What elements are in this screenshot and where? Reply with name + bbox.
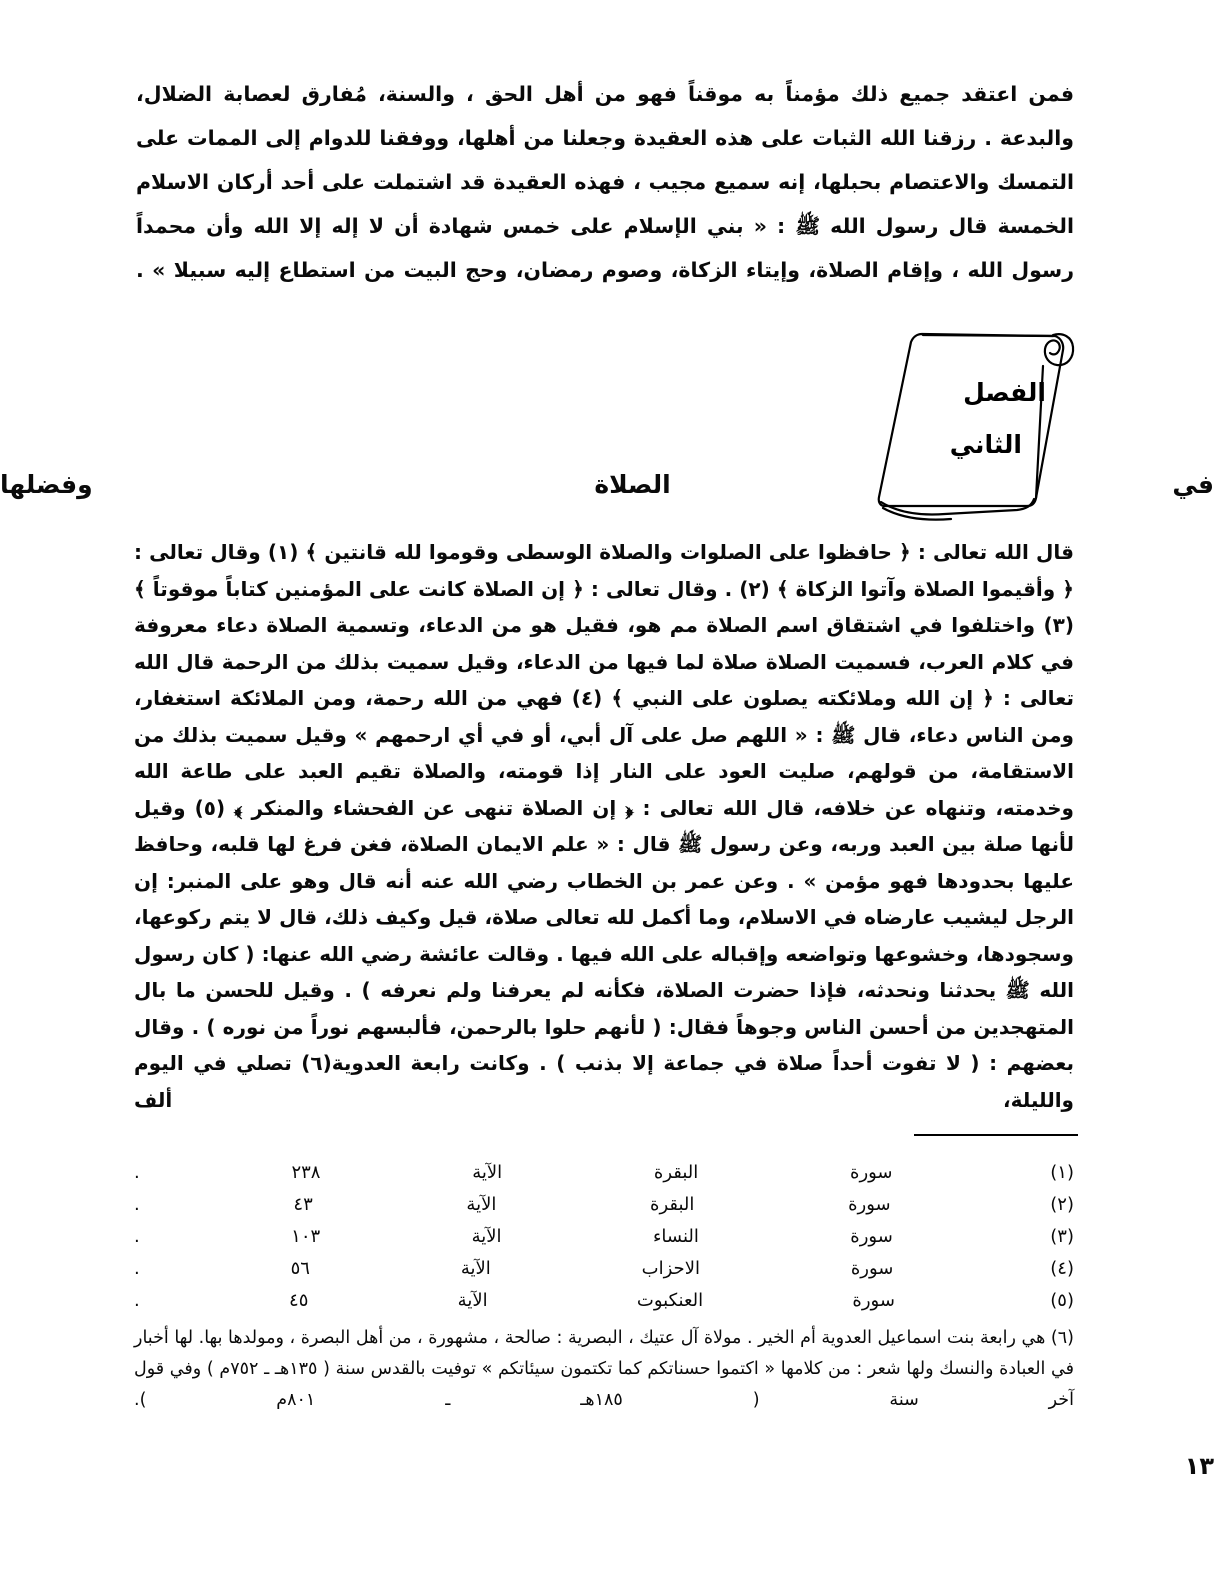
body-text-block [134,534,1074,1118]
footnote-divider [914,1134,1078,1136]
footnote-text: سورة البقرة الآية ٤٣ . [134,1194,891,1215]
intro-paragraph-block [136,72,1074,292]
chapter-word-label: الفصل [963,378,1046,407]
footnote-item [134,1285,1074,1317]
footnote-marker: (٣) [1050,1226,1074,1247]
footnote-marker: (٤) [1050,1258,1074,1279]
footnote-marker: (٥) [1050,1290,1074,1311]
footnote-item [134,1253,1074,1285]
footnote-item [134,1189,1074,1221]
intro-paragraph: فمن اعتقد جميع ذلك مؤمناً به موقناً فهو من أهل الحق ، والسنة، مُفارق لعصابة الضلال، والبدعة . رزقنا الله الثبات على هذه العقيدة وجعلنا من أهلها، ووفقنا للدوام إلى الممات على التمسك والاعتصام بحبلها، إنه سميع مجيب ، فهذه العقيدة قد اشتملت على أحد أركان الاسلام الخمسة قال رسول الله ﷺ : « بني الإسلام على خمس شهادة أن لا إله إلا الله وأن محمداً رسول الله ، وإقام الصلاة، وإيتاء الزكاة، وصوم رمضان، وحج البيت من استطاع إليه سبيلا » . [136,82,1074,282]
footnote-text: سورة الاحزاب الآية ٥٦ . [134,1258,894,1279]
footnote-item [134,1157,1074,1189]
footnote-marker: (١) [1050,1162,1074,1183]
footnote-text: سورة البقرة الآية ٢٣٨ . [134,1162,893,1183]
footnote-item [134,1221,1074,1253]
footnote-text: سورة النساء الآية ١٠٣ . [134,1226,893,1247]
section-title: في الصلاة وفضلها [0,470,1214,499]
footnotes-block [134,1157,1074,1416]
body-paragraph: قال الله تعالى : ﴿ حافظوا على الصلوات والصلاة الوسطى وقوموا لله قانتين ﴾ (١) وقال تعالى : ﴿ وأقيموا الصلاة وآتوا الزكاة ﴾ (٢) . وقال تعالى : ﴿ إن الصلاة كانت على المؤمنين كتاباً موقوتاً ﴾ (٣) واختلفوا في اشتقاق اسم الصلاة مم هو، فقيل هو من الدعاء، وتسمية الصلاة دعاء معروفة في كلام العرب، فسميت الصلاة صلاة لما فيها من الدعاء، وقيل سميت بذلك من الرحمة قال الله تعالى : ﴿ إن الله وملائكته يصلون على النبي ﴾ (٤) فهي من الله رحمة، ومن الملائكة استغفار، ومن الناس دعاء، قال ﷺ : « اللهم صل على آل أبي، أو في أي ارحمهم » وقيل سميت بذلك من الاستقامة، من قولهم، صليت العود على النار إذا قومته، والصلاة تقيم العبد على طاعة الله وخدمته، وتنهاه عن خلافه، قال الله تعالى : ﴿ إن الصلاة تنهى عن الفحشاء والمنكر ﴾ (٥) وقيل لأنها صلة بين العبد وربه، وعن رسول ﷺ قال : « علم الايمان الصلاة، فغن فرغ لها قلبه، وحافظ عليها بحدودها فهو مؤمن » . وعن عمر بن الخطاب رضي الله عنه أنه قال وهو على المنبر: إن الرجل ليشيب عارضاه في الاسلام، وما أكمل لله تعالى صلاة، قيل وكيف ذلك، قال لا يتم ركوعها، وسجودها، وخشوعها وتواضعه وإقباله على الله فيها . وقالت عائشة رضي الله عنها: ( كان رسول الله ﷺ يحدثنا ونحدثه، فإذا حضرت الصلاة، فكأنه لم يعرفنا ولم نعرفه ) . وقيل للحسن ما بال المتهجدين من أحسن الناس وجوهاً فقال: ( لأنهم حلوا بالرحمن، فألبسهم نوراً من نوره ) . وقال بعضهم : ( لا تفوت أحداً صلاة في جماعة إلا بذنب ) . وكانت رابعة العدوية(٦) تصلي في اليوم والليلة، ألف [134,540,1074,1112]
chapter-number-label: الثاني [949,430,1022,459]
footnote-text: سورة العنكبوت الآية ٤٥ . [134,1290,895,1311]
footnote-biography-note: (٦) هي رابعة بنت اسماعيل العدوية أم الخير . مولاة آل عتيك ، البصرية : صالحة ، مشهورة ، من أهل البصرة ، ومولدها بها. لها أخبار في العبادة والنسك ولها شعر : من كلامها « اكتموا حسناتكم كما تكتمون سيئاتكم » توفيت بالقدس سنة ( ١٣٥هـ ـ ٧٥٢م ) وفي قول آخر سنة ( ١٨٥هـ ـ ٨٠١م ). [134,1328,1075,1410]
page-number: ١٣ [1184,1452,1214,1480]
footnote-marker: (٢) [1050,1194,1074,1215]
